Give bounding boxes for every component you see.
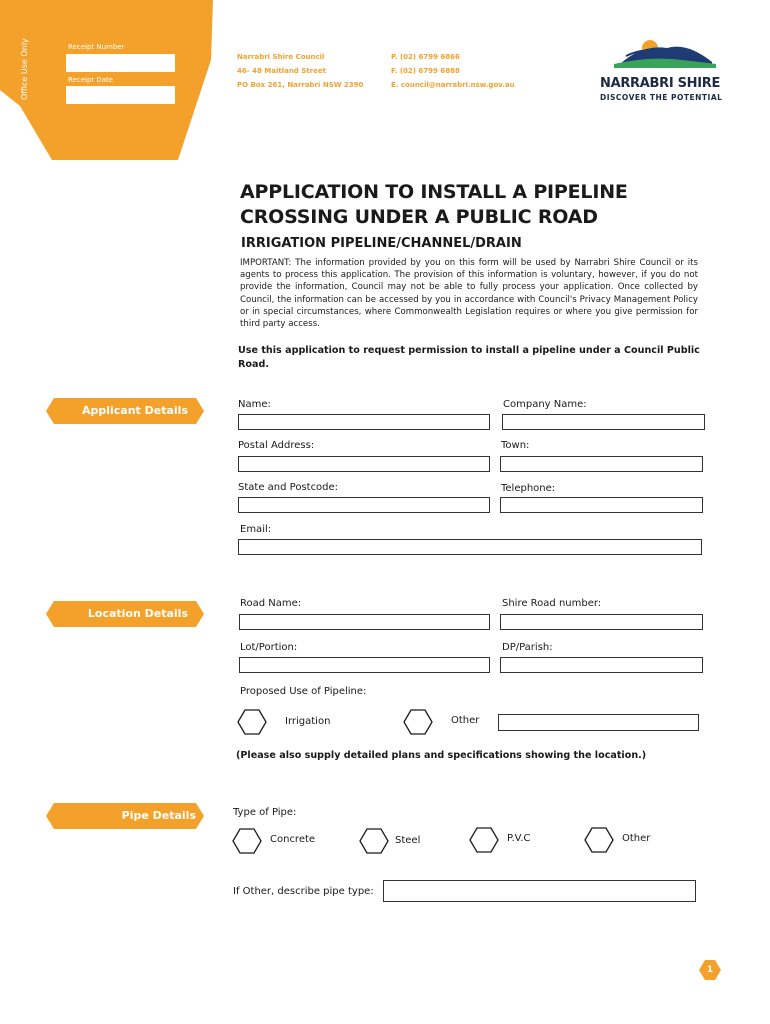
receipt-number-field[interactable] [66,54,175,72]
email-label: Email: [240,524,272,535]
irrigation-checkbox[interactable] [237,709,267,735]
other-use-field[interactable] [498,714,699,731]
concrete-label: Concrete [270,834,316,845]
describe-pipe-label: If Other, describe pipe type: [233,886,374,897]
receipt-date-field[interactable] [66,86,175,104]
state-postcode-label: State and Postcode: [238,482,339,493]
receipt-number-label: Receipt Number [68,43,125,51]
town-field[interactable] [500,456,703,472]
shire-road-number-field[interactable] [500,614,703,630]
proposed-use-label: Proposed Use of Pipeline: [240,686,367,697]
logo-name: NARRABRI SHIRE [600,76,721,91]
contact-phone: P. (02) 6799 6866 [391,53,460,61]
title-line-1: APPLICATION TO INSTALL A PIPELINE [240,181,628,203]
concrete-checkbox[interactable] [232,828,262,854]
contact-email: E. council@narrabri.nsw.gov.au [391,81,515,89]
intro-text: Use this application to request permission to install a pipeline under a Council Public Road. [238,345,700,370]
page-number: 1 [706,965,714,975]
postal-address-label: Postal Address: [238,440,315,451]
road-name-label: Road Name: [240,598,302,609]
receipt-date-label: Receipt Date [68,76,114,84]
lot-portion-label: Lot/Portion: [240,642,298,653]
type-of-pipe-label: Type of Pipe: [233,807,297,818]
steel-label: Steel [395,835,421,846]
name-label: Name: [238,399,271,410]
company-name-label: Company Name: [503,399,587,410]
privacy-notice: IMPORTANT: The information provided by you on this form will be used by Narrabri Shire Council or its agents to process this application. The provision of this information is voluntary, however, if you do not provide the information, Council may not be able to fully process your application. Once collected by Council, the information can be accessed by you in accordance with Council's Privacy Management Policy or in special circumstances, where Commonwealth Legislation requires or where you give permission for third party access. [240,258,698,330]
contact-org: Narrabri Shire Council [237,53,325,61]
postal-address-field[interactable] [238,456,490,472]
irrigation-label: Irrigation [285,716,331,727]
section-tab-location [46,601,204,627]
road-name-field[interactable] [239,614,490,630]
narrabri-shire-logo-icon [612,34,717,76]
page-subtitle: IRRIGATION PIPELINE/CHANNEL/DRAIN [241,236,522,251]
pvc-label: P.V.C [507,833,531,844]
town-label: Town: [501,440,530,451]
shire-road-number-label: Shire Road number: [502,598,602,609]
plans-note: (Please also supply detailed plans and specifications showing the location.) [236,750,647,761]
company-name-field[interactable] [502,414,705,430]
contact-po-box: PO Box 261, Narrabri NSW 2390 [237,81,364,89]
other-pipe-label: Other [622,833,651,844]
state-postcode-field[interactable] [238,497,490,513]
page-title [240,180,710,230]
section-pipe-label: Pipe Details [121,809,196,822]
contact-fax: F. (02) 6799 6888 [391,67,460,75]
steel-checkbox[interactable] [359,828,389,854]
telephone-field[interactable] [500,497,703,513]
logo-tagline: DISCOVER THE POTENTIAL [600,93,723,102]
pvc-checkbox[interactable] [469,827,499,853]
section-tab-pipe [46,803,204,829]
email-field[interactable] [238,539,702,555]
section-location-label: Location Details [87,607,188,620]
office-use-label: Office Use Only [20,38,29,100]
section-applicant-label: Applicant Details [81,404,188,417]
describe-pipe-field[interactable] [383,880,696,902]
title-line-2: CROSSING UNDER A PUBLIC ROAD [240,206,598,228]
section-tab-applicant [46,398,204,424]
other-use-label: Other [451,715,480,726]
other-use-checkbox[interactable] [403,709,433,735]
lot-portion-field[interactable] [239,657,490,673]
other-pipe-checkbox[interactable] [584,827,614,853]
name-field[interactable] [238,414,490,430]
telephone-label: Telephone: [501,483,556,494]
dp-parish-field[interactable] [500,657,703,673]
contact-street: 46- 48 Maitland Street [237,67,326,75]
dp-parish-label: DP/Parish: [502,642,553,653]
